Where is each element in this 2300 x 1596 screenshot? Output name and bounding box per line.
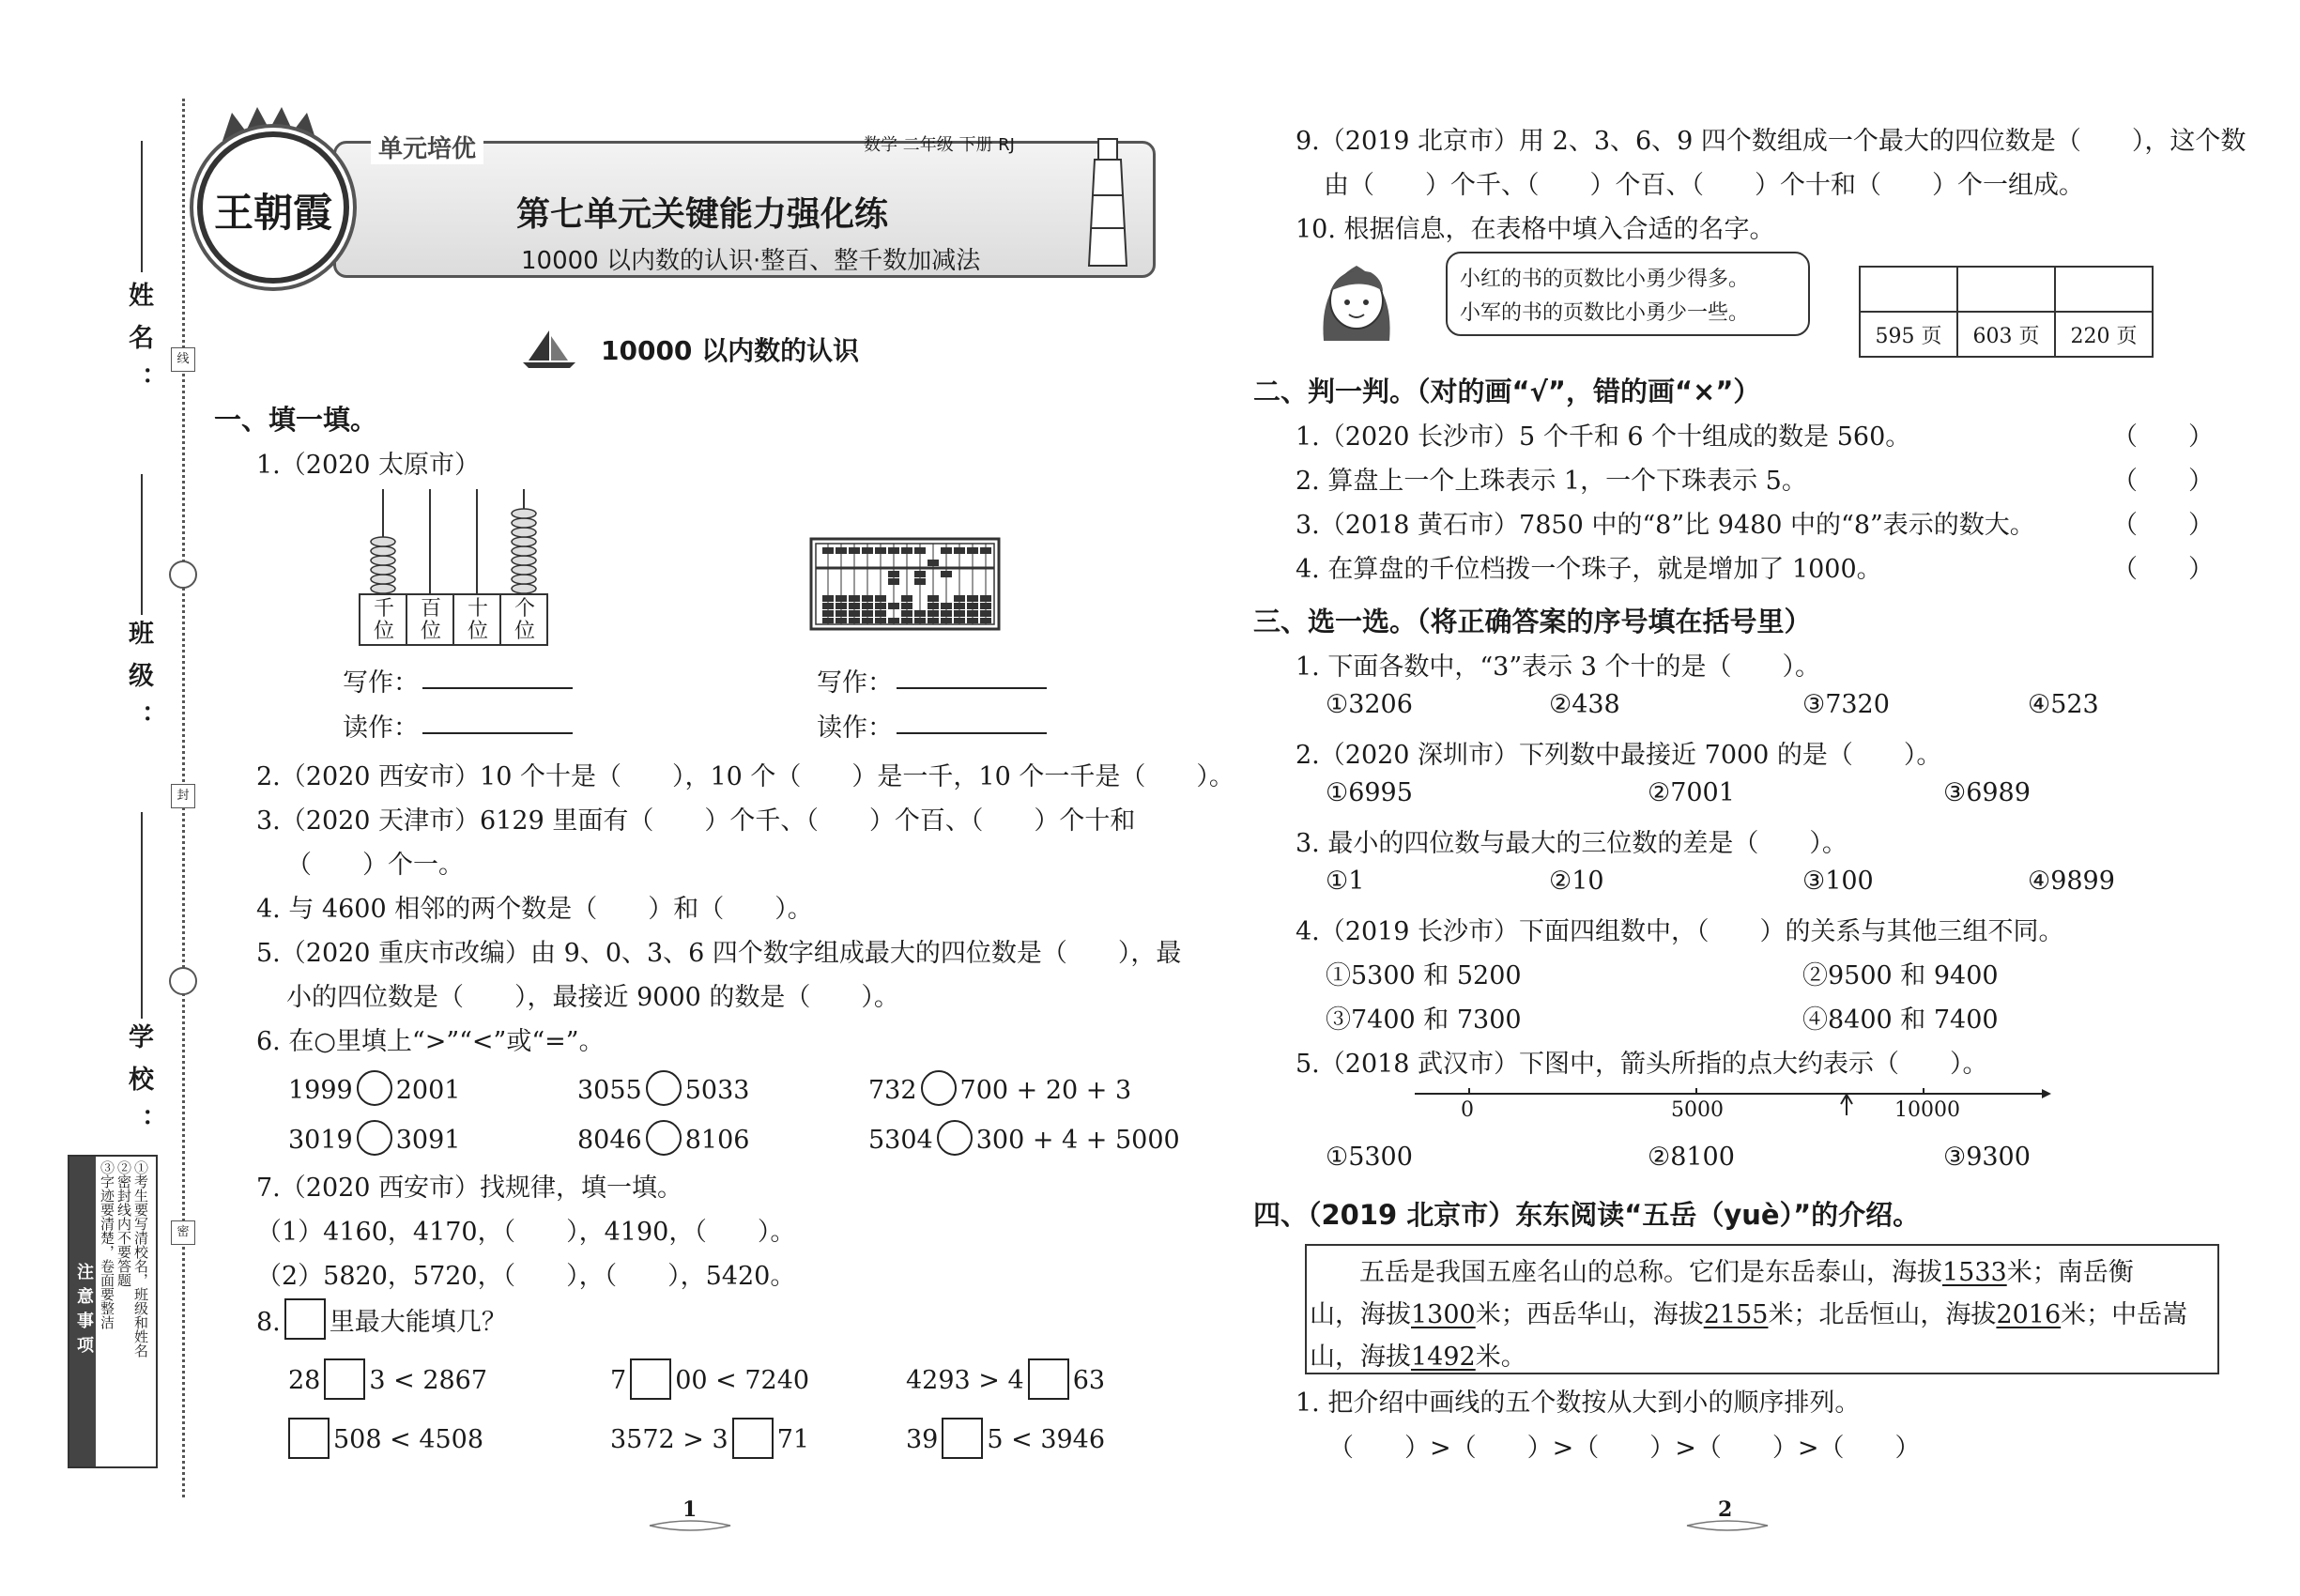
choice-option[interactable]: ②8100 [1648,1143,1735,1172]
compare-item: 3055 5033 [577,1070,749,1106]
fill-box[interactable] [942,1418,983,1459]
notice-item: ③字迹要清楚，卷面要整洁 [99,1160,115,1329]
write-as-blank-1[interactable] [422,687,573,689]
choice-option[interactable]: ④8400 和 7400 [1802,1005,1999,1035]
name-label: 姓名： [124,282,153,408]
compare-item: 3019 3091 [288,1120,460,1156]
section-banner: 10000 以内数的认识 [601,335,860,366]
page-number-right: 2 [1718,1497,1733,1522]
choice-option[interactable]: ②9500 和 9400 [1802,961,1999,990]
class-line[interactable] [141,474,143,615]
choice-option[interactable]: ③100 [1802,867,1874,896]
compare-circle[interactable] [937,1120,973,1156]
height-value: 1533 [1942,1258,2007,1287]
page-ornament-icon [1685,1519,1770,1532]
choice-option[interactable]: ①6995 [1326,778,1413,807]
part4-heading: 四、（2019 北京市）东东阅读“五岳（yuè）”的介绍。 [1253,1199,1921,1231]
fill-box-item: 28 3 < 2867 [288,1358,487,1400]
choice-question-3: 3. 最小的四位数与最大的三位数的差是（ ）。 [1296,829,1848,858]
fill-box-item: 508 < 4508 [284,1418,483,1459]
question-2: 2.（2020 西安市）10 个十是（ ），10 个（ ）是一千，10 个一千是（ ）。 [256,762,1234,791]
judge-answer-paren[interactable]: （ ） [2112,422,2214,452]
notice-title: 注意事项 [69,1157,96,1466]
school-label: 学校： [124,1023,153,1150]
read-as-label-1: 读作： [343,707,573,744]
compare-item: 5304 300 + 4 + 5000 [868,1120,1180,1156]
girl-avatar [1305,249,1408,343]
q1-text: 1.（2020 太原市） [256,451,481,480]
intro-line-3: 山，海拔1492米。 [1310,1343,1526,1372]
judge-item: 3.（2018 黄石市）7850 中的“8”比 9480 中的“8”表示的数大。 [1296,511,2035,540]
choice-option[interactable]: ③9300 [1943,1143,2031,1172]
choice-question-5: 5.（2018 武汉市）下图中，箭头所指的点大约表示（ ）。 [1296,1050,1988,1079]
fill-box[interactable] [288,1418,330,1459]
judge-item: 1.（2020 长沙市）5 个千和 6 个十组成的数是 560。 [1296,422,1911,452]
fill-box[interactable] [324,1358,365,1400]
lighthouse-icon [1080,130,1136,270]
choice-option[interactable]: ①3206 [1326,690,1413,719]
name-cell[interactable] [1860,267,1957,312]
fill-box-item: 4293 > 4 63 [906,1358,1105,1400]
compare-circle[interactable] [646,1070,682,1106]
fill-box[interactable] [732,1418,774,1459]
choice-option[interactable]: ③6989 [1943,778,2031,807]
name-line [141,141,143,272]
part1-heading: 一、填一填。 [214,404,378,436]
height-value: 1300 [1411,1300,1476,1329]
compare-item: 732 700 + 20 + 3 [868,1070,1131,1106]
compare-circle[interactable] [646,1120,682,1156]
place-label-thousands: 千位 [374,597,395,643]
intro-line-1: 五岳是我国五座名山的总称。它们是东岳泰山，海拔1533米；南岳衡 [1359,1258,2134,1287]
part3-heading: 三、选一选。（将正确答案的序号填在括号里） [1253,606,1812,637]
notice-box [68,1155,158,1468]
question-7-part-1: （1）4160，4170，（ ），4190，（ ）。 [256,1218,796,1247]
compare-item: 1999 2001 [288,1070,460,1106]
numline-tick-label: 5000 [1671,1098,1724,1122]
question-9-line-2: 由（ ）个千、（ ）个百、（ ）个十和（ ）个一组成。 [1324,171,2084,200]
intro-line-2: 山，海拔1300米；西岳华山，海拔2155米；北岳恒山，海拔2016米；中岳嵩 [1310,1300,2188,1329]
school-line[interactable] [141,812,143,1019]
page-count-cell: 595 页 [1860,312,1957,357]
choice-option[interactable]: ②438 [1549,690,1620,719]
binding-hole-icon [169,967,197,995]
question-5-line-2: 小的四位数是（ ），最接近 9000 的数是（ ）。 [286,983,899,1012]
speech-line-2: 小军的书的页数比小勇少一些。 [1460,301,1750,325]
write-as-label-1: 写作： [343,662,573,698]
page-count-cell: 603 页 [1957,312,2055,357]
brand-name: 王朝霞 [213,190,332,236]
judge-answer-paren[interactable]: （ ） [2112,511,2214,540]
choice-question-1: 1. 下面各数中，“3”表示 3 个十的是（ ）。 [1296,652,1820,682]
write-as-label-2: 写作： [817,662,1047,698]
name-cell[interactable] [1957,267,2055,312]
page-subtitle: 10000 以内数的认识·整百、整千数加减法 [521,247,981,275]
choice-option[interactable]: ①1 [1326,867,1365,896]
place-label-ones: 个位 [514,597,536,643]
question-7-part-2: （2）5820，5720，（ ），（ ），5420。 [256,1262,796,1291]
judge-item: 4. 在算盘的千位档拨一个珠子，就是增加了 1000。 [1296,555,1882,584]
notice-item: ①考生要写清校名，班级和姓名 [132,1160,149,1358]
choice-option[interactable]: ④523 [2028,690,2099,719]
numline-tick-label: 0 [1461,1098,1474,1122]
judge-answer-paren[interactable]: （ ） [2112,555,2214,584]
page-number-left: 1 [682,1497,698,1522]
compare-circle[interactable] [921,1070,957,1106]
binding-hole-icon [169,560,197,589]
name-table [1859,266,2154,358]
choice-question-4: 4.（2019 长沙市）下面四组数中，（ ）的关系与其他三组不同。 [1296,917,2064,946]
fill-box-item: 3572 > 3 71 [610,1418,809,1459]
read-as-blank-2[interactable] [897,732,1047,734]
question-10: 10. 根据信息，在表格中填入合适的名字。 [1296,215,1775,244]
name-cell[interactable] [2055,267,2153,312]
page-title: 第七单元关键能力强化练 [516,195,889,234]
choice-question-2: 2.（2020 深圳市）下列数中最接近 7000 的是（ ）。 [1296,741,1942,770]
question-8: 8. 里最大能填几？ [256,1298,507,1340]
question-6: 6. 在○里填上“>”“<”或“=”。 [256,1027,605,1056]
brand-logo [197,131,349,284]
height-value: 2016 [1996,1300,2062,1329]
place-label-tens: 十位 [468,597,489,643]
fill-box[interactable] [1028,1358,1069,1400]
judge-answer-paren[interactable]: （ ） [2112,467,2214,496]
numline-tick-label: 10000 [1894,1098,1960,1122]
choice-option[interactable]: ③7320 [1802,690,1890,719]
fill-box-item: 39 5 < 3946 [906,1418,1105,1459]
place-label-hundreds: 百位 [421,597,442,643]
compare-item: 8046 8106 [577,1120,749,1156]
question-7: 7.（2020 西安市）找规律，填一填。 [256,1174,683,1203]
answer-box [284,1298,326,1340]
height-value: 1492 [1411,1343,1476,1372]
choice-option[interactable]: ①5300 和 5200 [1326,961,1522,990]
read-as-label-2: 读作： [817,707,1047,744]
seal-mark-1: 线 [171,347,195,372]
notice-item: ②密封线内不要答题 [115,1160,132,1287]
part4-question-1: 1. 把介绍中画线的五个数按从大到小的顺序排列。 [1296,1389,1861,1418]
choice-option[interactable]: ④9899 [2028,867,2115,896]
sailboat-icon [521,329,577,370]
compare-circle[interactable] [357,1120,392,1156]
read-as-blank-1[interactable] [422,732,573,734]
page-count-cell: 220 页 [2055,312,2153,357]
seal-mark-2: 封 [171,784,195,808]
choice-option[interactable]: ②10 [1549,867,1604,896]
choice-option[interactable]: ③7400 和 7300 [1326,1005,1522,1035]
compare-circle[interactable] [357,1070,392,1106]
speech-line-1: 小红的书的页数比小勇少得多。 [1460,268,1750,291]
question-9-line-1: 9.（2019 北京市）用 2、3、6、9 四个数组成一个最大的四位数是（ ），这个数 [1296,127,2246,156]
judge-item: 2. 算盘上一个上珠表示 1，一个下珠表示 5。 [1296,467,1807,496]
question-4: 4. 与 4600 相邻的两个数是（ ）和（ ）。 [256,895,813,924]
fill-box-item: 7 00 < 7240 [610,1358,809,1400]
question-3-line-1: 3.（2020 天津市）6129 里面有（ ）个千、（ ）个百、（ ）个十和 [256,806,1136,836]
question-5-line-1: 5.（2020 重庆市改编）由 9、0、3、6 四个数字组成最大的四位数是（ ），最 [256,939,1182,968]
page-ornament-icon [648,1519,732,1532]
order-answer[interactable]: （ ）>（ ）>（ ）>（ ）>（ ） [1328,1434,1921,1463]
part2-heading: 二、判一判。（对的画“√”，错的画“×”） [1253,376,1761,407]
class-label: 班级： [124,620,153,746]
height-value: 2155 [1703,1300,1769,1329]
choice-option[interactable]: ①5300 [1326,1143,1413,1172]
book-meta: 数学 二年级 下册 RJ [864,135,1015,155]
fill-box[interactable] [630,1358,671,1400]
question-3-line-2: （ ）个一。 [286,851,464,880]
series-label: 单元培优 [371,130,483,164]
seal-mark-3: 密 [171,1220,195,1245]
choice-option[interactable]: ②7001 [1648,778,1735,807]
abacus-figure [809,537,1001,631]
write-as-blank-2[interactable] [897,687,1047,689]
